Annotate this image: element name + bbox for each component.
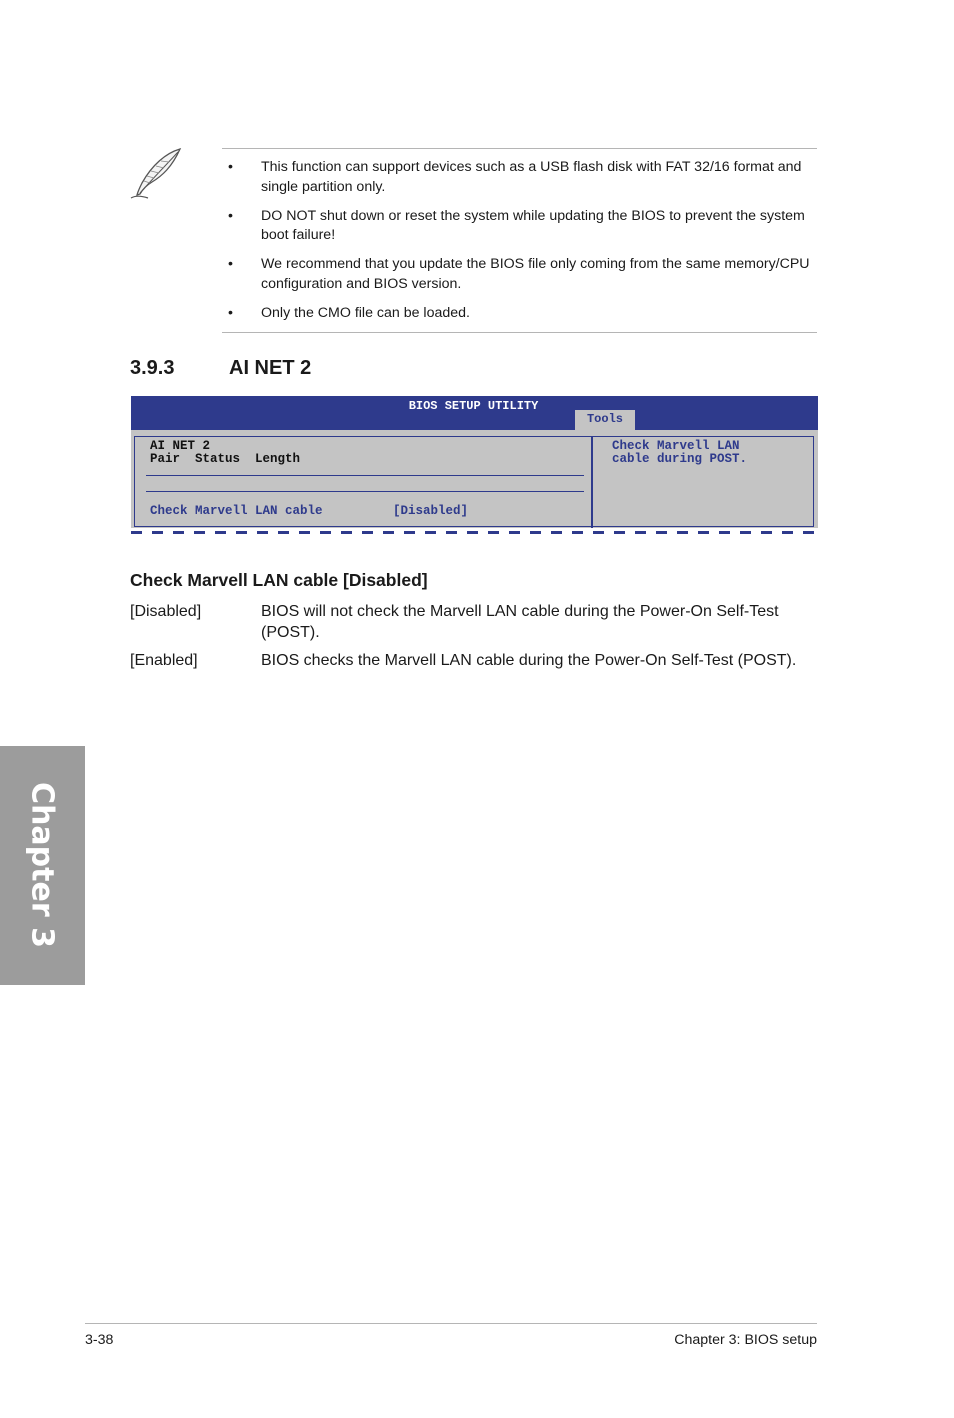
bios-separator	[146, 491, 584, 492]
chapter-side-label: Chapter 3	[24, 782, 60, 948]
bios-dashed-border	[131, 531, 818, 534]
section-title: AI NET 2	[229, 357, 312, 379]
bios-item-check-marvell-lan[interactable]: Check Marvell LAN cable	[150, 504, 323, 518]
bios-screen	[131, 396, 818, 538]
option-row-disabled	[130, 601, 830, 645]
note-bottom-rule	[222, 332, 817, 333]
bios-item-value[interactable]: [Disabled]	[393, 504, 469, 518]
option-value: [Enabled]	[130, 652, 198, 669]
feather-pen-icon	[128, 145, 186, 203]
bios-help-text: cable during POST.	[612, 452, 748, 466]
note-list	[228, 158, 820, 333]
page-number: 3-38	[85, 1332, 114, 1348]
bios-divider	[591, 436, 593, 528]
footer-chapter-title: Chapter 3: BIOS setup	[674, 1332, 817, 1348]
bios-separator	[146, 475, 584, 476]
footer-rule	[85, 1323, 817, 1324]
option-value: [Disabled]	[130, 603, 202, 620]
note-item: • We recommend that you update the BIOS file only coming from the same memory/CPU configuration and BIOS version.	[228, 256, 810, 292]
note-item: • This function can support devices such as a USB flash disk with FAT 32/16 format and single partition only.	[228, 159, 802, 195]
option-description: BIOS will not check the Marvell LAN cable during the Power-On Self-Test (POST).	[261, 603, 779, 641]
section-number: 3.9.3	[130, 357, 175, 379]
bios-tab-tools[interactable]: Tools	[575, 410, 635, 430]
note-item: • DO NOT shut down or reset the system while updating the BIOS to prevent the system boot failure!	[228, 207, 805, 243]
option-description: BIOS checks the Marvell LAN cable during the Power-On Self-Test (POST).	[261, 652, 797, 669]
bios-column-headers: Pair Status Length	[150, 452, 301, 466]
section-heading	[130, 357, 311, 380]
bios-help-text: Check Marvell LAN	[612, 439, 740, 453]
bios-panel-title: AI NET 2	[150, 439, 211, 453]
note-item: • Only the CMO file can be loaded.	[228, 304, 470, 321]
option-row-enabled	[130, 650, 830, 672]
note-top-rule	[222, 148, 817, 149]
option-heading: Check Marvell LAN cable [Disabled]	[130, 570, 428, 590]
bios-title: BIOS SETUP UTILITY	[408, 399, 539, 413]
